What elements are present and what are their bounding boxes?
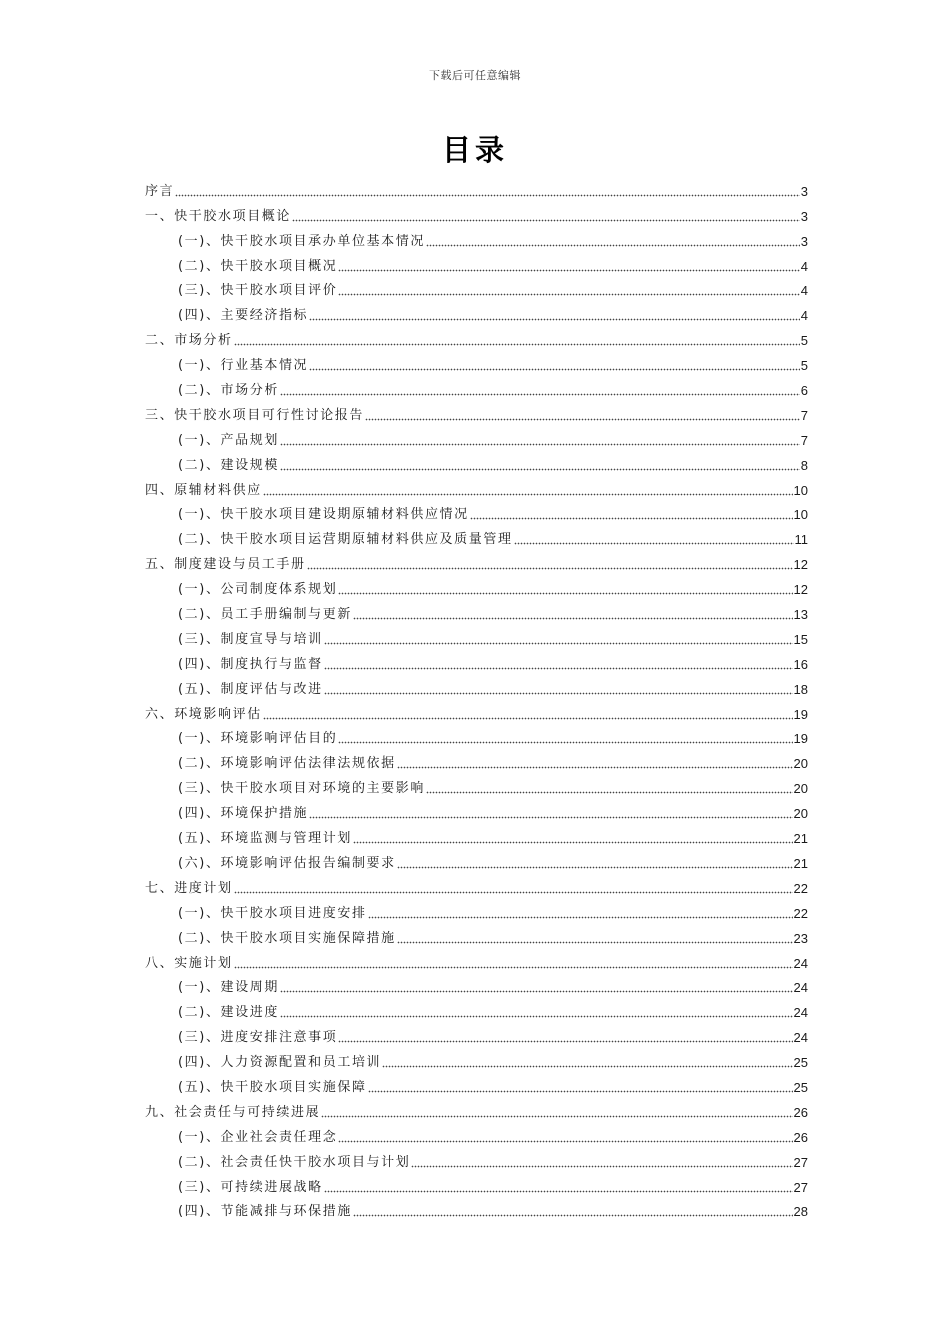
toc-dot-leader: [263, 716, 793, 720]
toc-entry-title: (一)、快干胶水项目承办单位基本情况: [178, 233, 425, 249]
toc-entry-page-number: 10: [793, 507, 808, 523]
toc-section-entry[interactable]: [145, 500, 808, 525]
toc-entry-page-number: 19: [793, 731, 808, 747]
toc-entry-title: (一)、公司制度体系规划: [178, 582, 338, 598]
toc-entry-title: (四)、环境保护措施: [178, 806, 309, 822]
toc-section-entry[interactable]: [145, 748, 808, 773]
toc-entry-page-number: 12: [793, 557, 808, 573]
toc-entry-title: (二)、市场分析: [178, 383, 279, 399]
toc-section-entry[interactable]: [145, 674, 808, 699]
toc-entry-title: (四)、制度执行与监督: [178, 656, 323, 672]
toc-entry-page-number: 4: [800, 308, 808, 324]
toc-section-entry[interactable]: [145, 300, 808, 325]
toc-entry-page-number: 16: [793, 656, 808, 672]
toc-entry-title: (一)、快干胶水项目建设期原辅材料供应情况: [178, 507, 469, 523]
toc-entry-title: (二)、建设进度: [178, 1005, 279, 1021]
toc-entry-title: (四)、节能减排与环保措施: [178, 1204, 352, 1220]
toc-entry-page-number: 7: [800, 407, 808, 423]
toc-dot-leader: [338, 268, 799, 272]
toc-entry-page-number: 27: [793, 1154, 808, 1170]
toc-chapter-entry[interactable]: [145, 325, 808, 350]
toc-section-entry[interactable]: [145, 450, 808, 475]
toc-entry-title: (二)、快干胶水项目概况: [178, 258, 338, 274]
toc-entry-title: (一)、产品规划: [178, 432, 279, 448]
toc-entry-title: 一、快干胶水项目概论: [145, 208, 292, 224]
toc-dot-leader: [353, 840, 793, 844]
toc-section-entry[interactable]: [145, 823, 808, 848]
toc-entry-page-number: 26: [793, 1104, 808, 1120]
toc-entry-title: 八、实施计划: [145, 955, 233, 971]
toc-entry-page-number: 24: [793, 980, 808, 996]
toc-entry-title: (一)、企业社会责任理念: [178, 1129, 338, 1145]
toc-entry-page-number: 24: [793, 1030, 808, 1046]
toc-dot-leader: [426, 243, 800, 247]
toc-entry-page-number: 22: [793, 905, 808, 921]
toc-dot-leader: [280, 1014, 793, 1018]
toc-entry-title: (三)、制度宣导与培训: [178, 631, 323, 647]
toc-entry-title: (一)、环境影响评估目的: [178, 731, 338, 747]
toc-entry-page-number: 20: [793, 756, 808, 772]
toc-entry-title: (四)、主要经济指标: [178, 308, 309, 324]
toc-entry-title: (二)、员工手册编制与更新: [178, 607, 352, 623]
toc-dot-leader: [307, 566, 793, 570]
toc-dot-leader: [411, 1164, 792, 1168]
toc-entry-title: (三)、快干胶水项目对环境的主要影响: [178, 781, 425, 797]
toc-entry-title: 五、制度建设与员工手册: [145, 557, 306, 573]
toc-entry-title: (三)、进度安排注意事项: [178, 1030, 338, 1046]
toc-chapter-entry[interactable]: [145, 549, 808, 574]
toc-entry-page-number: 8: [800, 457, 808, 473]
toc-section-entry[interactable]: [145, 425, 808, 450]
toc-entry-page-number: 13: [793, 607, 808, 623]
toc-section-entry[interactable]: [145, 276, 808, 301]
table-of-contents: [145, 176, 808, 1221]
toc-dot-leader: [324, 1189, 793, 1193]
toc-entry-title: (二)、环境影响评估法律法规依据: [178, 756, 396, 772]
page-header-note: 下载后可任意编辑: [429, 69, 521, 82]
toc-section-entry[interactable]: [145, 599, 808, 624]
toc-section-entry[interactable]: [145, 1072, 808, 1097]
toc-section-entry[interactable]: [145, 1147, 808, 1172]
toc-section-entry[interactable]: [145, 1022, 808, 1047]
toc-entry-page-number: 20: [793, 781, 808, 797]
toc-entry-title: (一)、建设周期: [178, 980, 279, 996]
toc-section-entry[interactable]: [145, 848, 808, 873]
toc-dot-leader: [338, 1139, 792, 1143]
toc-dot-leader: [368, 1089, 793, 1093]
toc-entry-page-number: 15: [793, 631, 808, 647]
toc-entry-page-number: 5: [800, 358, 808, 374]
toc-chapter-entry[interactable]: [145, 873, 808, 898]
toc-entry-page-number: 19: [793, 706, 808, 722]
toc-section-entry[interactable]: [145, 226, 808, 251]
toc-section-entry[interactable]: [145, 724, 808, 749]
toc-entry-title: (二)、社会责任快干胶水项目与计划: [178, 1154, 411, 1170]
toc-section-entry[interactable]: [145, 1047, 808, 1072]
toc-dot-leader: [365, 417, 800, 421]
toc-dot-leader: [321, 1114, 792, 1118]
toc-dot-leader: [324, 666, 793, 670]
toc-entry-page-number: 21: [793, 855, 808, 871]
toc-chapter-entry[interactable]: [145, 201, 808, 226]
toc-entry-page-number: 26: [793, 1129, 808, 1145]
toc-entry-title: (二)、快干胶水项目运营期原辅材料供应及质量管理: [178, 532, 513, 548]
toc-entry-title: (二)、快干胶水项目实施保障措施: [178, 930, 396, 946]
toc-entry-title: 四、原辅材料供应: [145, 482, 262, 498]
toc-entry-page-number: 3: [800, 208, 808, 224]
toc-entry-page-number: 25: [793, 1079, 808, 1095]
toc-entry-title: (一)、快干胶水项目进度安排: [178, 905, 367, 921]
toc-entry-title: 六、环境影响评估: [145, 706, 262, 722]
toc-dot-leader: [368, 915, 793, 919]
toc-dot-leader: [397, 765, 793, 769]
toc-entry-title: (五)、快干胶水项目实施保障: [178, 1079, 367, 1095]
toc-entry-page-number: 25: [793, 1055, 808, 1071]
toc-entry-title: 七、进度计划: [145, 880, 233, 896]
toc-section-entry[interactable]: [145, 649, 808, 674]
toc-dot-leader: [338, 591, 792, 595]
toc-section-entry[interactable]: [145, 1172, 808, 1197]
toc-section-entry[interactable]: [145, 1197, 808, 1222]
toc-dot-leader: [324, 641, 793, 645]
toc-dot-leader: [338, 1039, 792, 1043]
toc-entry-page-number: 18: [793, 681, 808, 697]
toc-dot-leader: [280, 989, 793, 993]
toc-dot-leader: [426, 790, 793, 794]
toc-entry-page-number: 28: [793, 1204, 808, 1220]
toc-entry-page-number: 12: [793, 582, 808, 598]
toc-section-entry[interactable]: [145, 251, 808, 276]
toc-section-entry[interactable]: [145, 773, 808, 798]
toc-entry-title: (三)、快干胶水项目评价: [178, 283, 338, 299]
toc-chapter-entry[interactable]: [145, 475, 808, 500]
toc-dot-leader: [338, 292, 799, 296]
toc-entry-page-number: 5: [800, 333, 808, 349]
toc-dot-leader: [353, 616, 793, 620]
toc-section-entry[interactable]: [145, 574, 808, 599]
toc-title: 目录: [441, 133, 508, 167]
toc-entry-page-number: 27: [793, 1179, 808, 1195]
toc-entry-title: (三)、可持续进展战略: [178, 1179, 323, 1195]
toc-entry-title: 序言: [145, 183, 175, 199]
toc-dot-leader: [234, 342, 800, 346]
toc-dot-leader: [353, 1213, 793, 1217]
toc-section-entry[interactable]: [145, 898, 808, 923]
toc-chapter-entry[interactable]: [145, 1097, 808, 1122]
toc-section-entry[interactable]: [145, 350, 808, 375]
toc-dot-leader: [263, 492, 793, 496]
toc-dot-leader: [324, 691, 793, 695]
toc-dot-leader: [397, 940, 793, 944]
toc-entry-title: 三、快干胶水项目可行性讨论报告: [145, 407, 365, 423]
toc-dot-leader: [309, 317, 800, 321]
toc-chapter-entry[interactable]: [145, 400, 808, 425]
toc-section-entry[interactable]: [145, 973, 808, 998]
toc-entry-page-number: 24: [793, 955, 808, 971]
toc-dot-leader: [514, 541, 794, 545]
toc-entry-page-number: 4: [800, 283, 808, 299]
toc-chapter-entry[interactable]: [145, 948, 808, 973]
toc-entry-page-number: 21: [793, 831, 808, 847]
toc-entry-page-number: 24: [793, 1005, 808, 1021]
toc-dot-leader: [280, 467, 800, 471]
toc-entry-page-number: 10: [793, 482, 808, 498]
toc-dot-leader: [382, 1064, 792, 1068]
toc-entry-page-number: 20: [793, 806, 808, 822]
toc-entry-page-number: 22: [793, 880, 808, 896]
toc-entry-title: (一)、行业基本情况: [178, 358, 309, 374]
toc-dot-leader: [234, 965, 793, 969]
toc-entry-title: (六)、环境影响评估报告编制要求: [178, 855, 396, 871]
toc-section-entry[interactable]: [145, 798, 808, 823]
toc-dot-leader: [234, 890, 793, 894]
toc-entry-page-number: 4: [800, 258, 808, 274]
toc-entry-page-number: 6: [800, 383, 808, 399]
toc-entry-page-number: 7: [800, 432, 808, 448]
toc-entry-title: (五)、环境监测与管理计划: [178, 831, 352, 847]
toc-entry-title: (五)、制度评估与改进: [178, 681, 323, 697]
toc-section-entry[interactable]: [145, 375, 808, 400]
toc-section-entry[interactable]: [145, 923, 808, 948]
toc-chapter-entry[interactable]: [145, 176, 808, 201]
toc-dot-leader: [175, 193, 800, 197]
toc-entry-title: 九、社会责任与可持续进展: [145, 1104, 321, 1120]
toc-section-entry[interactable]: [145, 1122, 808, 1147]
toc-entry-title: 二、市场分析: [145, 333, 233, 349]
toc-dot-leader: [338, 740, 792, 744]
toc-entry-title: (四)、人力资源配置和员工培训: [178, 1055, 382, 1071]
toc-entry-page-number: 3: [800, 183, 808, 199]
toc-entry-page-number: 23: [793, 930, 808, 946]
toc-chapter-entry[interactable]: [145, 699, 808, 724]
toc-section-entry[interactable]: [145, 624, 808, 649]
toc-dot-leader: [309, 815, 792, 819]
toc-entry-title: (二)、建设规模: [178, 457, 279, 473]
toc-dot-leader: [292, 218, 800, 222]
toc-dot-leader: [280, 442, 800, 446]
toc-section-entry[interactable]: [145, 524, 808, 549]
toc-dot-leader: [280, 392, 800, 396]
toc-dot-leader: [397, 865, 793, 869]
toc-entry-page-number: 11: [794, 532, 808, 548]
toc-entry-page-number: 3: [800, 233, 808, 249]
toc-section-entry[interactable]: [145, 997, 808, 1022]
toc-dot-leader: [470, 516, 793, 520]
toc-dot-leader: [309, 367, 800, 371]
